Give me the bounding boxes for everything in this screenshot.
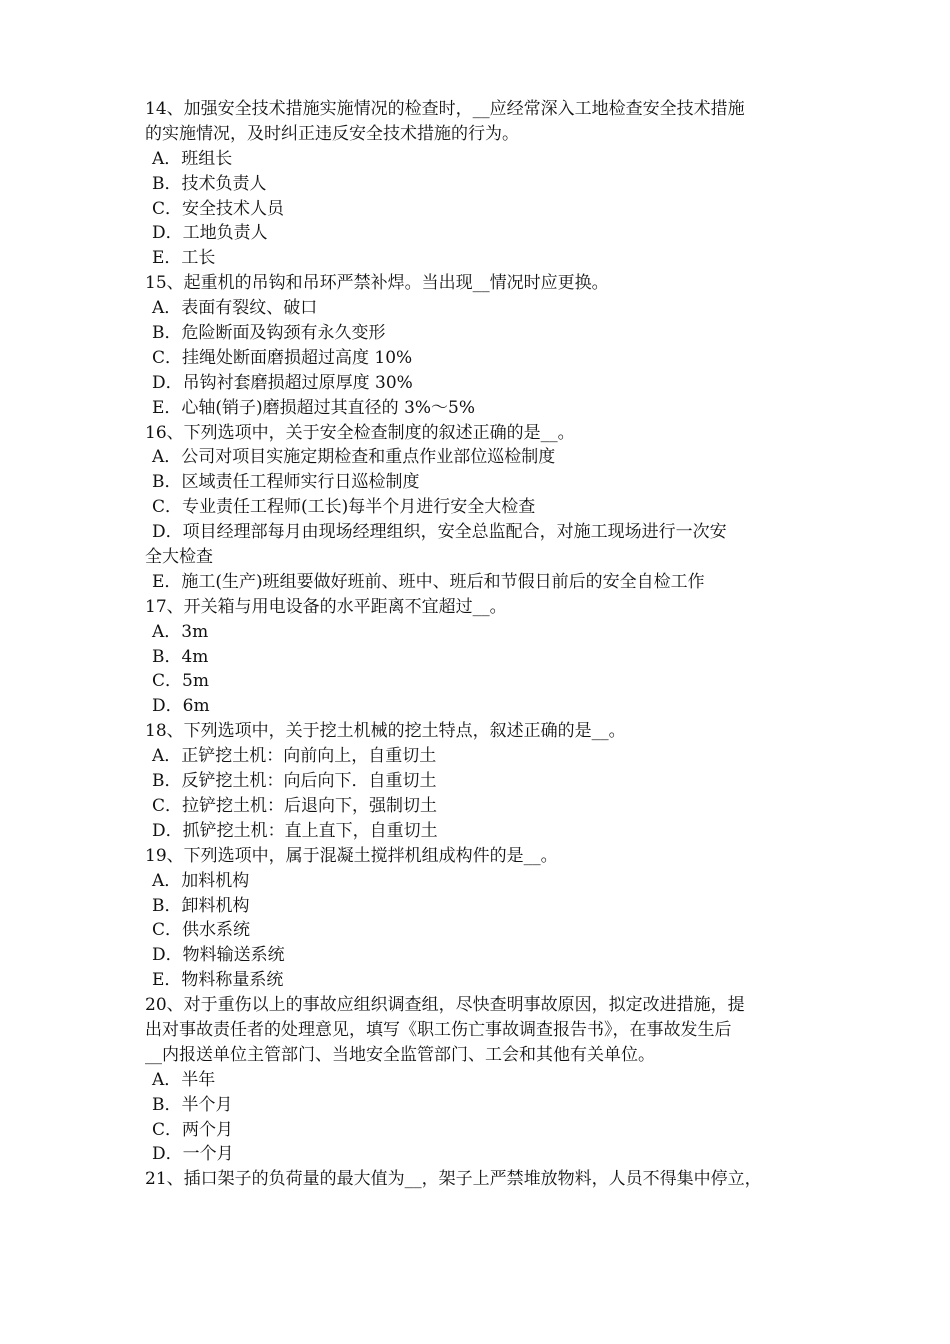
answer-option-line: D．物料输送系统	[152, 945, 285, 966]
answer-option-line: C．两个月	[152, 1119, 234, 1140]
answer-option-line: B．4m	[152, 646, 209, 667]
answer-option-line: A．半年	[152, 1069, 216, 1090]
question-text-line: 全大检查	[145, 547, 213, 568]
question-text-line: 14、加强安全技术措施实施情况的检查时，__应经常深入工地检查安全技术措施	[145, 99, 745, 119]
answer-option-line: C．安全技术人员	[152, 198, 285, 219]
answer-option-line: E．施工(生产)班组要做好班前、班中、班后和节假日前后的安全自检工作	[152, 571, 705, 592]
answer-option-line: D．工地负责人	[152, 223, 268, 244]
answer-option-line: A．表面有裂纹、破口	[152, 298, 318, 319]
answer-option-line: C．拉铲挖土机：后退向下，强制切土	[152, 795, 438, 816]
answer-option-line: D．吊钩衬套磨损超过原厚度 30%	[152, 372, 413, 393]
answer-option-line: E．心轴(销子)磨损超过其直径的 3%～5%	[152, 397, 476, 418]
answer-option-line: D．抓铲挖土机：直上直下，自重切土	[152, 820, 438, 841]
question-text-line: 19、下列选项中，属于混凝土搅拌机组成构件的是__。	[145, 845, 558, 866]
answer-option-line: B．卸料机构	[152, 895, 250, 916]
question-text-line: 15、起重机的吊钩和吊环严禁补焊。当出现__情况时应更换。	[145, 273, 609, 294]
answer-option-line: B．反铲挖土机：向后向下．自重切土	[152, 771, 437, 792]
question-text-line: 20、对于重伤以上的事故应组织调查组，尽快查明事故原因，拟定改进措施，提	[145, 995, 745, 1016]
answer-option-line: B．危险断面及钩颈有永久变形	[152, 323, 386, 344]
answer-option-line: C．5m	[152, 671, 209, 692]
answer-option-line: E．工长	[152, 248, 216, 269]
answer-option-line: A．加料机构	[152, 870, 250, 891]
answer-option-line: C．挂绳处断面磨损超过高度 10%	[152, 347, 413, 368]
answer-option-line: A．班组长	[152, 148, 233, 169]
answer-option-line: E．物料称量系统	[152, 970, 284, 991]
answer-option-line: B．区域责任工程师实行日巡检制度	[152, 472, 420, 493]
question-text-line: 出对事故责任者的处理意见，填写《职工伤亡事故调查报告书》，在事故发生后	[145, 1019, 732, 1040]
question-text-line: __内报送单位主管部门、当地安全监管部门、工会和其他有关单位。	[145, 1044, 655, 1065]
answer-option-line: D．项目经理部每月由现场经理组织，安全总监配合，对施工现场进行一次安	[152, 522, 727, 543]
answer-option-line: D．6m	[152, 696, 210, 717]
answer-option-line: B．技术负责人	[152, 173, 267, 194]
question-text-line: 17、开关箱与用电设备的水平距离不宜超过__。	[145, 596, 507, 617]
answer-option-line: A．正铲挖土机：向前向上，自重切土	[152, 746, 437, 767]
question-text-block	[145, 97, 815, 1192]
answer-option-line: D．一个月	[152, 1144, 234, 1165]
question-text-line: 16、下列选项中，关于安全检查制度的叙述正确的是__。	[145, 422, 575, 443]
answer-option-line: A．3m	[152, 621, 209, 642]
question-text-line: 21、插口架子的负荷量的最大值为__，架子上严禁堆放物料，人员不得集中停立，	[145, 1169, 762, 1190]
question-text-line: 的实施情况，及时纠正违反安全技术措施的行为。	[145, 123, 519, 144]
answer-option-line: C．供水系统	[152, 920, 251, 941]
answer-option-line: B．半个月	[152, 1094, 233, 1115]
answer-option-line: A．公司对项目实施定期检查和重点作业部位巡检制度	[152, 447, 556, 468]
question-text-line: 18、下列选项中，关于挖土机械的挖土特点，叙述正确的是__。	[145, 721, 626, 742]
answer-option-line: C．专业责任工程师(工长)每半个月进行安全大检查	[152, 497, 536, 518]
